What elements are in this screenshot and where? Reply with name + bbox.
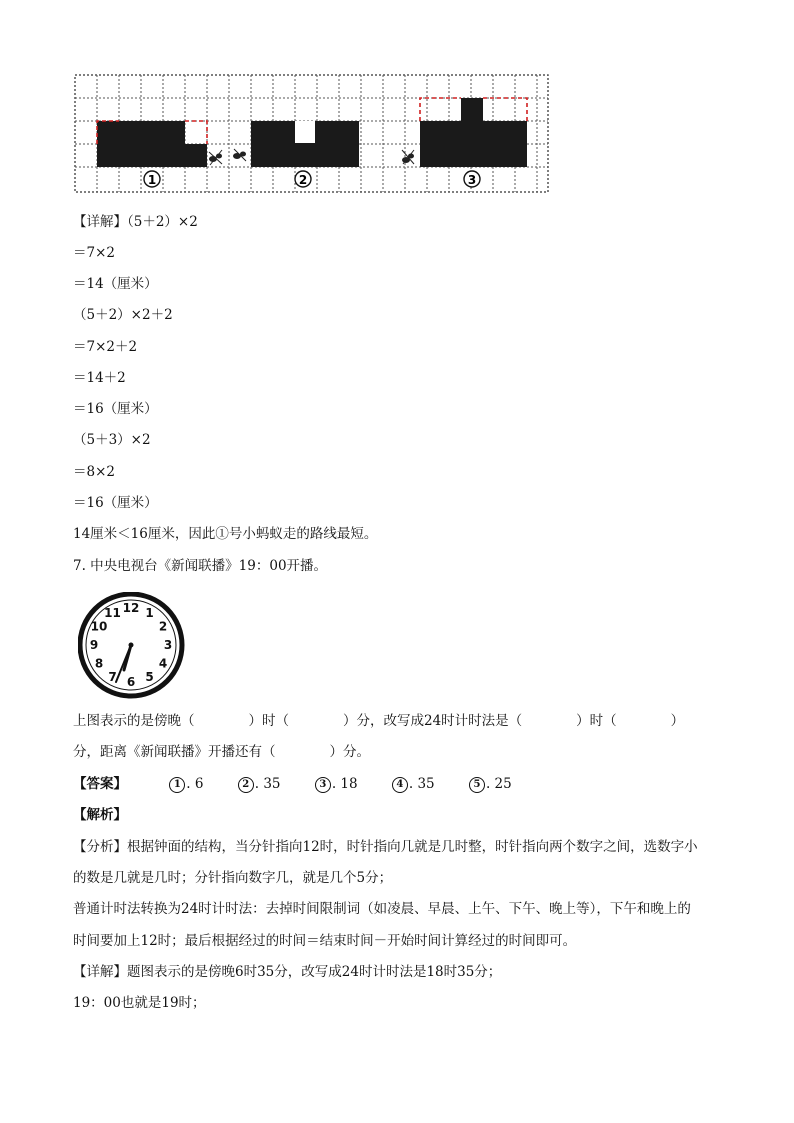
- shape-3-top: [461, 98, 483, 121]
- answer-item-2: 2 . 35: [238, 774, 281, 794]
- analysis-line-2: 的数是几就是几时；分针指向数字几，就是几个5分；: [73, 870, 393, 886]
- ant-icon-3: [402, 150, 414, 164]
- clock-number-1: 1: [145, 606, 154, 620]
- answer-item-3: 3 . 18: [315, 774, 358, 794]
- detail-line-9: ＝8×2: [73, 464, 115, 480]
- detail-line-3: ＝14（厘米）: [73, 276, 158, 292]
- analysis-line-4: 时间要加上12时；最后根据经过的时间＝结束时间－开始时间计算经过的时间即可。: [73, 933, 577, 949]
- detail-line-10: ＝16（厘米）: [73, 495, 158, 511]
- clock-number-6: 6: [126, 675, 136, 689]
- ant-icon-2: [233, 149, 246, 161]
- analysis-line-1: 【分析】根据钟面的结构，当分针指向12时，时针指向几就是几时整，时针指向两个数字之间，选数字小: [73, 839, 698, 855]
- conclusion-line: 14厘米＜16厘米，因此①号小蚂蚁走的路线最短。: [73, 526, 378, 542]
- detail-line-2: ＝7×2: [73, 245, 115, 261]
- detail2-line-1: 【详解】题图表示的是傍晚6时35分，改写成24时计时法是18时35分；: [73, 964, 502, 980]
- clock-number-5: 5: [145, 670, 154, 684]
- ant-icon-1: [209, 150, 222, 165]
- answer-item-5: 5 . 25: [469, 774, 512, 794]
- clock-figure: [78, 592, 188, 700]
- shape-1-left: [97, 144, 119, 167]
- answer-row: [73, 774, 542, 794]
- shape-1-right: [185, 144, 207, 167]
- answer-item-1: 1 . 6: [169, 774, 203, 794]
- clock-number-11: 11: [104, 606, 121, 620]
- clock-number-2: 2: [158, 619, 168, 634]
- grid-figure: [72, 72, 552, 196]
- shape-1-fill: [119, 121, 185, 167]
- shape-3-body: [420, 121, 527, 167]
- answer-item-4: 4 . 35: [392, 774, 435, 794]
- label-1: 1: [147, 173, 157, 187]
- clock-number-12: 12: [122, 601, 140, 615]
- answer-tag: 【答案】: [73, 776, 127, 792]
- detail-line-6: ＝14＋2: [73, 370, 126, 386]
- detail-line-4: （5＋2）×2＋2: [73, 307, 173, 323]
- analysis-heading: 【解析】: [73, 807, 127, 823]
- detail-line-5: ＝7×2＋2: [73, 339, 138, 355]
- label-2: 2: [298, 173, 308, 187]
- question-line-1: 上图表示的是傍晚（ ）时（ ）分，改写成24时计时法是（ ）时（ ）: [73, 713, 685, 729]
- question-7-title: 7. 中央电视台《新闻联播》19：00开播。: [73, 558, 328, 574]
- analysis-line-3: 普通计时法转换为24时计时法：去掉时间限制词（如凌晨、早晨、上午、下午、晚上等），下午和晚上的: [73, 901, 691, 917]
- detail2-line-2: 19：00也就是19时；: [73, 995, 206, 1011]
- clock-number-10: 10: [90, 619, 108, 634]
- clock-number-8: 8: [94, 656, 104, 671]
- question-line-2: 分，距离《新闻联播》开播还有（ ）分。: [73, 744, 370, 760]
- detail-line-7: ＝16（厘米）: [73, 401, 158, 417]
- label-3: 3: [467, 173, 477, 187]
- detail-line-8: （5＋3）×2: [73, 432, 151, 448]
- clock-number-3: 3: [163, 638, 173, 652]
- clock-center: [129, 643, 134, 648]
- shape-2-notch: [295, 121, 315, 143]
- clock-number-7: 7: [108, 670, 117, 684]
- clock-number-4: 4: [158, 656, 168, 671]
- clock-number-9: 9: [89, 638, 99, 652]
- detail-line-1: 【详解】（5＋2）×2: [73, 214, 198, 230]
